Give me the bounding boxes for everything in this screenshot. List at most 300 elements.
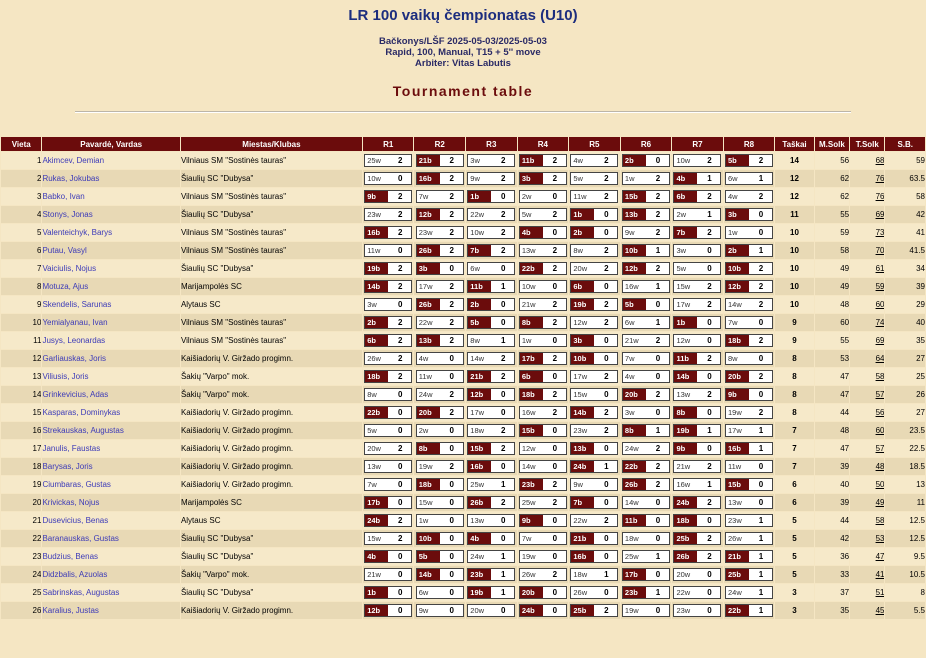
game-score: 1 bbox=[750, 587, 772, 598]
game-score: 0 bbox=[544, 335, 566, 346]
tsolk-value: 49 bbox=[875, 498, 885, 507]
round-cell bbox=[518, 170, 569, 187]
tsolk-value: 58 bbox=[875, 372, 885, 381]
game-result-box bbox=[622, 334, 670, 347]
place-cell: 13 bbox=[1, 368, 41, 385]
round-cell bbox=[518, 242, 569, 259]
opponent-color: 10b bbox=[726, 263, 749, 274]
opponent-color: 23b bbox=[468, 569, 491, 580]
player-name-link[interactable]: Budzius, Benas bbox=[42, 548, 180, 565]
opponent-color: 22b bbox=[520, 263, 543, 274]
game-result-box bbox=[416, 550, 464, 563]
opponent-color: 15b bbox=[623, 191, 646, 202]
round-cell bbox=[414, 440, 465, 457]
round-cell bbox=[724, 152, 775, 169]
opponent-color: 8w bbox=[571, 245, 594, 256]
sb-cell: 9.5 bbox=[885, 548, 925, 565]
opponent-color: 16b bbox=[365, 227, 388, 238]
round-cell bbox=[621, 314, 672, 331]
opponent-color: 6b bbox=[571, 281, 594, 292]
opponent-color: 22b bbox=[726, 605, 749, 616]
points-cell: 5 bbox=[775, 530, 813, 547]
msolk-cell: 37 bbox=[815, 584, 849, 601]
round-cell bbox=[569, 260, 620, 277]
game-score: 0 bbox=[389, 425, 411, 436]
game-score: 0 bbox=[698, 587, 720, 598]
round-cell bbox=[518, 224, 569, 241]
round-cell bbox=[621, 386, 672, 403]
event-info: Bačkonys/LŠF 2025-05-03/2025-05-03 bbox=[379, 36, 547, 47]
round-cell bbox=[414, 386, 465, 403]
game-score: 1 bbox=[750, 245, 772, 256]
round-cell bbox=[672, 368, 723, 385]
game-score: 0 bbox=[441, 353, 463, 364]
game-score: 2 bbox=[389, 443, 411, 454]
round-cell bbox=[569, 242, 620, 259]
round-cell bbox=[518, 404, 569, 421]
tsolk-value: 60 bbox=[875, 426, 885, 435]
game-score: 1 bbox=[750, 443, 772, 454]
opponent-color: 15w bbox=[571, 389, 594, 400]
game-score: 2 bbox=[698, 497, 720, 508]
game-result-box bbox=[364, 334, 412, 347]
round-cell bbox=[414, 152, 465, 169]
round-cell bbox=[518, 350, 569, 367]
opponent-color: 14b bbox=[365, 281, 388, 292]
club-cell: Kaišiadorių V. Giržado progimn. bbox=[181, 440, 362, 457]
table-row bbox=[1, 170, 925, 187]
game-score: 2 bbox=[647, 461, 669, 472]
sb-cell: 39 bbox=[885, 278, 925, 295]
game-score: 2 bbox=[441, 407, 463, 418]
game-result-box bbox=[467, 424, 515, 437]
game-score: 2 bbox=[441, 389, 463, 400]
points-cell: 9 bbox=[775, 314, 813, 331]
game-result-box bbox=[570, 532, 618, 545]
club-cell: Vilniaus SM "Sostinės tauras" bbox=[181, 314, 362, 331]
round-cell bbox=[518, 422, 569, 439]
game-result-box bbox=[673, 226, 721, 239]
round-cell bbox=[363, 476, 414, 493]
msolk-cell: 59 bbox=[815, 224, 849, 241]
game-score: 2 bbox=[544, 389, 566, 400]
msolk-cell: 36 bbox=[815, 548, 849, 565]
round-cell bbox=[621, 548, 672, 565]
game-result-box bbox=[725, 604, 773, 617]
round-cell bbox=[724, 530, 775, 547]
round-cell bbox=[363, 422, 414, 439]
sb-cell: 23.5 bbox=[885, 422, 925, 439]
game-score: 2 bbox=[441, 209, 463, 220]
opponent-color: 26b bbox=[674, 551, 697, 562]
tsolk-cell bbox=[850, 440, 884, 457]
round-cell bbox=[724, 566, 775, 583]
game-score: 2 bbox=[544, 155, 566, 166]
opponent-color: 26w bbox=[726, 533, 749, 544]
round-cell bbox=[363, 530, 414, 547]
game-score: 0 bbox=[441, 587, 463, 598]
table-row bbox=[1, 314, 925, 331]
opponent-color: 11w bbox=[726, 461, 749, 472]
round-cell bbox=[569, 368, 620, 385]
game-result-box bbox=[673, 550, 721, 563]
round-cell bbox=[414, 530, 465, 547]
game-result-box bbox=[673, 190, 721, 203]
player-name-link[interactable]: Strekauskas, Augustas bbox=[42, 422, 180, 439]
opponent-color: 13w bbox=[468, 515, 491, 526]
game-result-box bbox=[364, 280, 412, 293]
game-score: 2 bbox=[544, 209, 566, 220]
round-cell bbox=[724, 188, 775, 205]
opponent-color: 17b bbox=[520, 353, 543, 364]
game-score: 0 bbox=[544, 191, 566, 202]
game-score: 0 bbox=[647, 299, 669, 310]
game-result-box bbox=[570, 406, 618, 419]
round-cell bbox=[414, 314, 465, 331]
game-score: 2 bbox=[698, 281, 720, 292]
opponent-color: 18b bbox=[417, 479, 440, 490]
opponent-color: 19b bbox=[571, 299, 594, 310]
round-cell bbox=[569, 584, 620, 601]
opponent-color: 8w bbox=[726, 353, 749, 364]
player-name-link[interactable]: Babko, Ivan bbox=[42, 188, 180, 205]
game-result-box bbox=[519, 604, 567, 617]
round-cell bbox=[621, 152, 672, 169]
game-score: 2 bbox=[389, 281, 411, 292]
game-score: 2 bbox=[647, 209, 669, 220]
round-cell bbox=[518, 386, 569, 403]
round-cell bbox=[672, 332, 723, 349]
round-cell bbox=[569, 512, 620, 529]
game-score: 2 bbox=[492, 155, 514, 166]
column-header: Pavardė, Vardas bbox=[42, 137, 180, 151]
player-name-link[interactable]: Barysas, Joris bbox=[42, 458, 180, 475]
game-result-box bbox=[725, 190, 773, 203]
game-score: 1 bbox=[750, 515, 772, 526]
round-cell bbox=[466, 494, 517, 511]
opponent-color: 15b bbox=[520, 425, 543, 436]
game-result-box bbox=[416, 424, 464, 437]
game-score: 2 bbox=[750, 155, 772, 166]
round-cell bbox=[621, 188, 672, 205]
opponent-color: 6w bbox=[623, 317, 646, 328]
game-result-box bbox=[622, 298, 670, 311]
round-cell bbox=[724, 278, 775, 295]
table-row bbox=[1, 422, 925, 439]
game-score: 0 bbox=[492, 407, 514, 418]
opponent-color: 9b bbox=[674, 443, 697, 454]
game-result-box bbox=[416, 442, 464, 455]
game-result-box bbox=[570, 298, 618, 311]
opponent-color: 15w bbox=[417, 497, 440, 508]
round-cell bbox=[724, 458, 775, 475]
game-score: 2 bbox=[698, 533, 720, 544]
player-name-link[interactable]: Ciumbaras, Gustas bbox=[42, 476, 180, 493]
game-score: 0 bbox=[441, 497, 463, 508]
round-cell bbox=[363, 170, 414, 187]
player-name-link[interactable]: Kasparas, Dominykas bbox=[42, 404, 180, 421]
round-cell bbox=[518, 206, 569, 223]
game-score: 0 bbox=[441, 605, 463, 616]
game-score: 1 bbox=[492, 569, 514, 580]
round-cell bbox=[672, 260, 723, 277]
sb-cell: 12.5 bbox=[885, 530, 925, 547]
round-cell bbox=[466, 530, 517, 547]
round-cell bbox=[569, 170, 620, 187]
game-score: 2 bbox=[647, 173, 669, 184]
game-result-box bbox=[467, 190, 515, 203]
player-name-link[interactable]: Grinkevicius, Adas bbox=[42, 386, 180, 403]
opponent-color: 20b bbox=[417, 407, 440, 418]
player-name-link[interactable]: Dusevicius, Benas bbox=[42, 512, 180, 529]
opponent-color: 22w bbox=[674, 587, 697, 598]
round-cell bbox=[621, 404, 672, 421]
opponent-color: 20w bbox=[674, 569, 697, 580]
opponent-color: 10b bbox=[417, 533, 440, 544]
game-result-box bbox=[622, 190, 670, 203]
game-result-box bbox=[570, 604, 618, 617]
player-name-link[interactable]: Akimcev, Demian bbox=[42, 152, 180, 169]
sb-cell: 22.5 bbox=[885, 440, 925, 457]
game-score: 0 bbox=[544, 515, 566, 526]
player-name-link[interactable]: Karalius, Justas bbox=[42, 602, 180, 619]
player-name-link[interactable]: Krivickas, Nojus bbox=[42, 494, 180, 511]
game-result-box bbox=[570, 424, 618, 437]
game-score: 2 bbox=[698, 353, 720, 364]
game-result-box bbox=[725, 244, 773, 257]
game-result-box bbox=[622, 514, 670, 527]
game-score: 1 bbox=[647, 281, 669, 292]
round-cell bbox=[466, 278, 517, 295]
round-cell bbox=[518, 314, 569, 331]
player-name-link[interactable]: Didzbalis, Azuolas bbox=[42, 566, 180, 583]
tsolk-cell bbox=[850, 314, 884, 331]
round-cell bbox=[724, 404, 775, 421]
club-cell: Kaišiadorių V. Giržado progimn. bbox=[181, 350, 362, 367]
tsolk-value: 60 bbox=[875, 300, 885, 309]
game-score: 0 bbox=[492, 389, 514, 400]
points-cell: 8 bbox=[775, 350, 813, 367]
table-row bbox=[1, 296, 925, 313]
player-name-link[interactable]: Janulis, Faustas bbox=[42, 440, 180, 457]
game-score: 2 bbox=[441, 335, 463, 346]
sb-cell: 41.5 bbox=[885, 242, 925, 259]
points-cell: 3 bbox=[775, 602, 813, 619]
player-name-link[interactable]: Stonys, Jonas bbox=[42, 206, 180, 223]
player-name-link[interactable]: Skendelis, Sarunas bbox=[42, 296, 180, 313]
game-result-box bbox=[467, 316, 515, 329]
round-cell bbox=[724, 368, 775, 385]
opponent-color: 2b bbox=[365, 317, 388, 328]
sb-cell: 11 bbox=[885, 494, 925, 511]
round-cell bbox=[518, 602, 569, 619]
opponent-color: 7w bbox=[520, 533, 543, 544]
game-result-box bbox=[725, 424, 773, 437]
opponent-color: 12w bbox=[571, 317, 594, 328]
opponent-color: 4b bbox=[520, 227, 543, 238]
opponent-color: 2w bbox=[674, 209, 697, 220]
game-score: 2 bbox=[492, 245, 514, 256]
sb-cell: 8 bbox=[885, 584, 925, 601]
game-result-box bbox=[570, 478, 618, 491]
game-score: 1 bbox=[750, 533, 772, 544]
opponent-color: 10b bbox=[571, 353, 594, 364]
opponent-color: 5b bbox=[623, 299, 646, 310]
msolk-cell: 49 bbox=[815, 260, 849, 277]
player-name-link[interactable]: Motuza, Ajus bbox=[42, 278, 180, 295]
opponent-color: 2b bbox=[726, 245, 749, 256]
game-score: 0 bbox=[750, 479, 772, 490]
game-result-box bbox=[519, 280, 567, 293]
player-name-link[interactable]: Garliauskas, Joris bbox=[42, 350, 180, 367]
game-score: 0 bbox=[492, 533, 514, 544]
game-score: 0 bbox=[441, 479, 463, 490]
opponent-color: 15b bbox=[726, 479, 749, 490]
opponent-color: 10w bbox=[468, 227, 491, 238]
game-score: 0 bbox=[389, 173, 411, 184]
msolk-cell: 48 bbox=[815, 296, 849, 313]
place-cell: 26 bbox=[1, 602, 41, 619]
tsolk-cell bbox=[850, 494, 884, 511]
game-result-box bbox=[622, 370, 670, 383]
game-score: 2 bbox=[389, 191, 411, 202]
player-name-link[interactable]: Sabrinskas, Augustas bbox=[42, 584, 180, 601]
round-cell bbox=[621, 242, 672, 259]
opponent-color: 4w bbox=[623, 371, 646, 382]
opponent-color: 11b bbox=[674, 353, 697, 364]
opponent-color: 8b bbox=[417, 443, 440, 454]
opponent-color: 8w bbox=[468, 335, 491, 346]
game-score: 2 bbox=[389, 371, 411, 382]
game-result-box bbox=[416, 208, 464, 221]
game-score: 2 bbox=[647, 335, 669, 346]
place-cell: 14 bbox=[1, 386, 41, 403]
points-cell: 8 bbox=[775, 404, 813, 421]
player-name-link[interactable]: Baranauskas, Gustas bbox=[42, 530, 180, 547]
game-result-box bbox=[364, 388, 412, 401]
round-cell bbox=[672, 314, 723, 331]
place-cell: 2 bbox=[1, 170, 41, 187]
round-cell bbox=[672, 458, 723, 475]
club-cell: Kaišiadorių V. Giržado progimn. bbox=[181, 458, 362, 475]
game-score: 1 bbox=[492, 281, 514, 292]
game-result-box bbox=[416, 298, 464, 311]
column-header: R6 bbox=[621, 137, 672, 151]
player-name-link[interactable]: Vaiciulis, Nojus bbox=[42, 260, 180, 277]
opponent-color: 22b bbox=[365, 407, 388, 418]
player-name-link[interactable]: Putau, Vasyl bbox=[42, 242, 180, 259]
game-score: 0 bbox=[441, 425, 463, 436]
round-cell bbox=[363, 332, 414, 349]
msolk-cell: 47 bbox=[815, 386, 849, 403]
points-cell: 8 bbox=[775, 368, 813, 385]
game-result-box bbox=[467, 532, 515, 545]
opponent-color: 11w bbox=[417, 371, 440, 382]
game-score: 0 bbox=[492, 191, 514, 202]
round-cell bbox=[363, 386, 414, 403]
game-result-box bbox=[570, 190, 618, 203]
opponent-color: 1w bbox=[520, 335, 543, 346]
table-row bbox=[1, 404, 925, 421]
player-name-link[interactable]: Yemialyanau, Ivan bbox=[42, 314, 180, 331]
column-header: Miestas/Klubas bbox=[181, 137, 362, 151]
sb-cell: 40 bbox=[885, 314, 925, 331]
game-score: 2 bbox=[750, 281, 772, 292]
game-result-box bbox=[622, 226, 670, 239]
game-result-box bbox=[416, 244, 464, 257]
game-result-box bbox=[467, 208, 515, 221]
game-result-box bbox=[570, 460, 618, 473]
game-score: 2 bbox=[544, 407, 566, 418]
game-result-box bbox=[467, 298, 515, 311]
opponent-color: 25w bbox=[468, 479, 491, 490]
game-result-box bbox=[725, 226, 773, 239]
tsolk-value: 53 bbox=[875, 534, 885, 543]
round-cell bbox=[621, 494, 672, 511]
game-score: 0 bbox=[441, 443, 463, 454]
round-cell bbox=[414, 422, 465, 439]
game-score: 0 bbox=[492, 317, 514, 328]
opponent-color: 13b bbox=[417, 335, 440, 346]
player-name-link[interactable]: Rukas, Jokubas bbox=[42, 170, 180, 187]
game-result-box bbox=[725, 208, 773, 221]
table-row bbox=[1, 494, 925, 511]
game-result-box bbox=[622, 406, 670, 419]
game-result-box bbox=[364, 262, 412, 275]
opponent-color: 10w bbox=[520, 281, 543, 292]
game-score: 0 bbox=[441, 263, 463, 274]
points-cell: 3 bbox=[775, 584, 813, 601]
points-cell: 12 bbox=[775, 170, 813, 187]
opponent-color: 17w bbox=[417, 281, 440, 292]
game-result-box bbox=[673, 244, 721, 257]
round-cell bbox=[363, 314, 414, 331]
player-name-link[interactable]: Viliusis, Joris bbox=[42, 368, 180, 385]
player-name-link[interactable]: Valenteichyk, Barys bbox=[42, 224, 180, 241]
opponent-color: 24w bbox=[726, 587, 749, 598]
place-cell: 4 bbox=[1, 206, 41, 223]
round-cell bbox=[724, 440, 775, 457]
game-result-box bbox=[416, 334, 464, 347]
game-result-box bbox=[519, 532, 567, 545]
opponent-color: 9b bbox=[365, 191, 388, 202]
game-result-box bbox=[725, 496, 773, 509]
opponent-color: 19b bbox=[365, 263, 388, 274]
round-cell bbox=[621, 512, 672, 529]
opponent-color: 20w bbox=[571, 263, 594, 274]
round-cell bbox=[363, 458, 414, 475]
opponent-color: 10w bbox=[674, 155, 697, 166]
game-score: 0 bbox=[544, 461, 566, 472]
tsolk-value: 61 bbox=[875, 264, 885, 273]
game-result-box bbox=[519, 262, 567, 275]
game-score: 2 bbox=[698, 551, 720, 562]
round-cell bbox=[414, 260, 465, 277]
tsolk-cell bbox=[850, 260, 884, 277]
game-result-box bbox=[673, 460, 721, 473]
game-result-box bbox=[725, 154, 773, 167]
game-result-box bbox=[622, 172, 670, 185]
round-cell bbox=[466, 314, 517, 331]
msolk-cell: 53 bbox=[815, 350, 849, 367]
round-cell bbox=[621, 440, 672, 457]
game-result-box bbox=[519, 568, 567, 581]
round-cell bbox=[672, 152, 723, 169]
player-name-link[interactable]: Jusys, Leonardas bbox=[42, 332, 180, 349]
round-cell bbox=[672, 530, 723, 547]
game-score: 2 bbox=[698, 389, 720, 400]
game-result-box bbox=[725, 442, 773, 455]
